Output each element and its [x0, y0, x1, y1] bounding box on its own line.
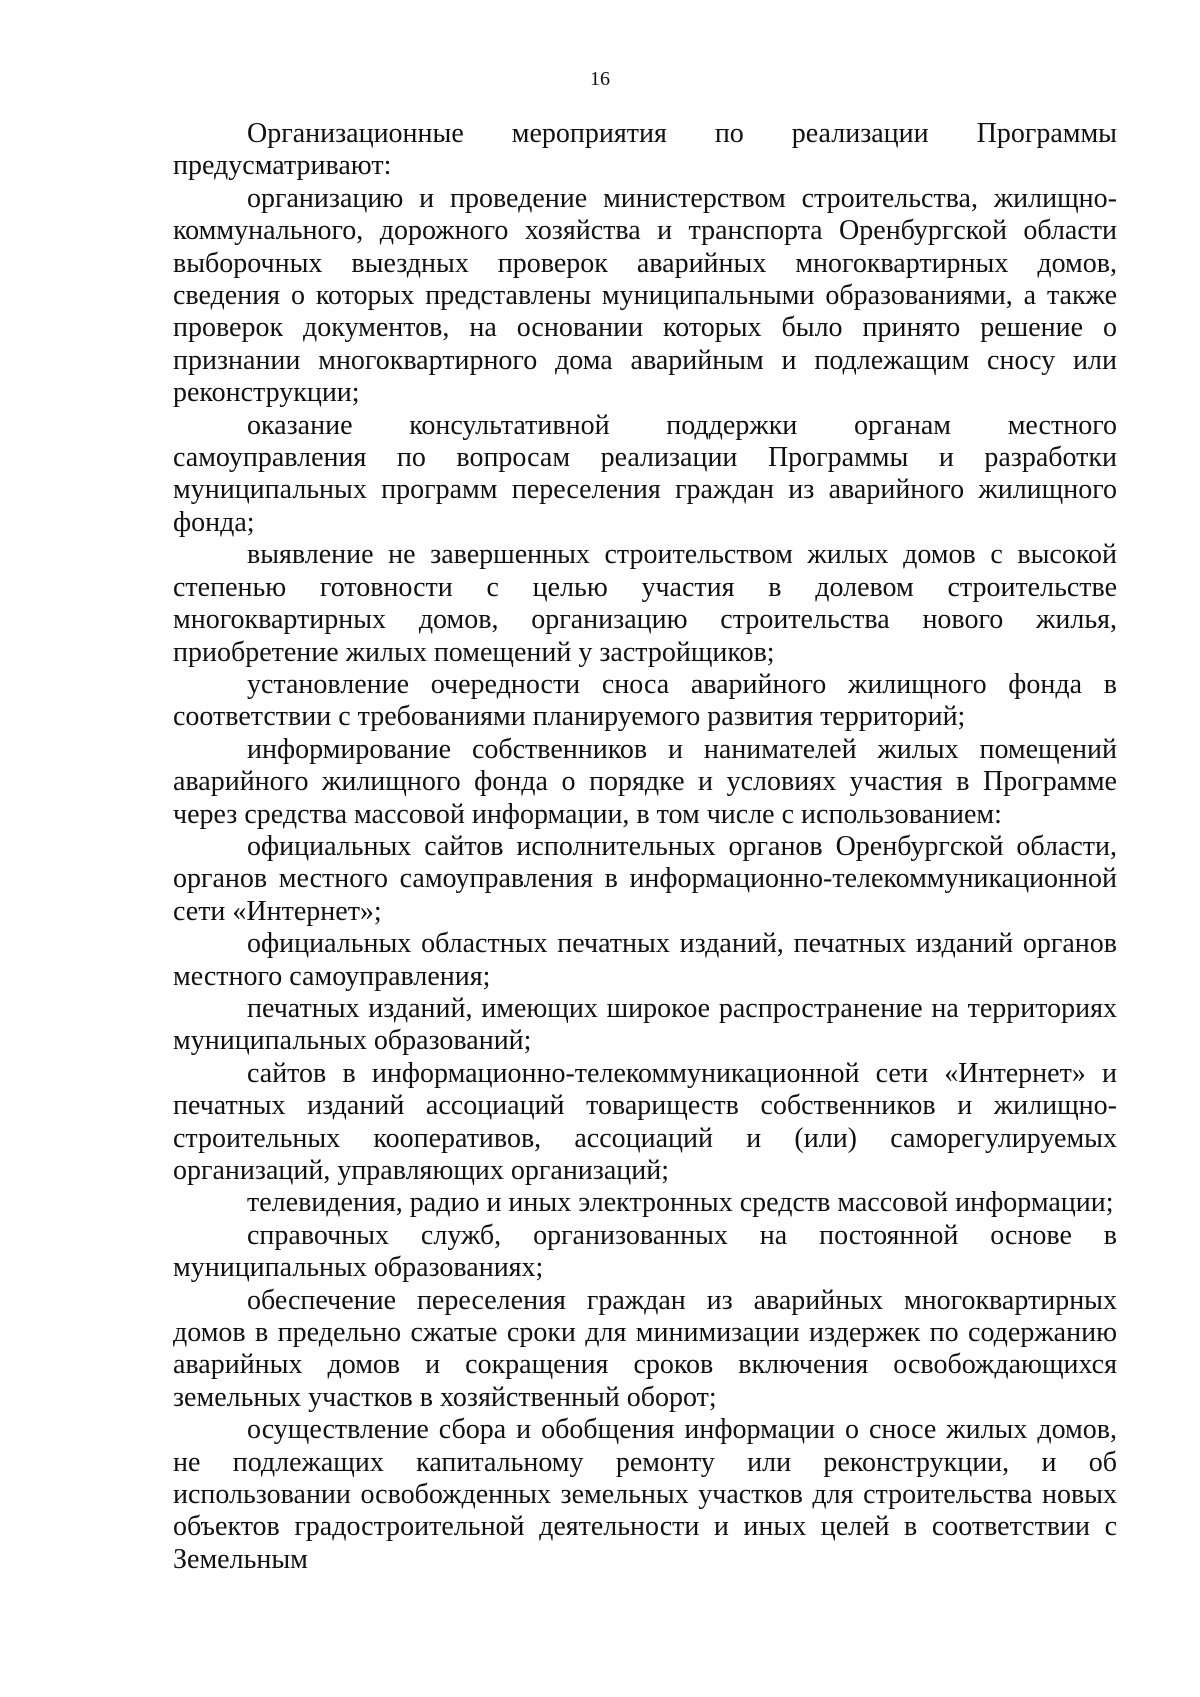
page-number: 16: [590, 68, 610, 90]
document-body: [173, 118, 1117, 1576]
paragraph: печатных изданий, имеющих широкое распространение на территориях муниципальных образований;: [173, 992, 1117, 1057]
paragraph: сайтов в информационно-телекоммуникационной сети «Интернет» и печатных изданий ассоциаций товариществ собственников и жилищно-строительных кооперативов, ассоциаций и (или) саморегулируемых организаций, управляющих организаций;: [173, 1057, 1117, 1186]
paragraph: информирование собственников и нанимателей жилых помещений аварийного жилищного фонда о порядке и условиях участия в Программе через средства массовой информации, в том числе с использованием:: [173, 733, 1117, 830]
paragraph: осуществление сбора и обобщения информации о сносе жилых домов, не подлежащих капитальному ремонту или реконструкции, и об использовании освобожденных земельных участков для строительства новых объектов градостроительной деятельности и иных целей в соответствии с Земельным: [173, 1414, 1117, 1575]
paragraph: выявление не завершенных строительством жилых домов с высокой степенью готовности с целью участия в долевом строительстве многоквартирных домов, организацию строительства нового жилья, приобретение жилых помещений у застройщиков;: [173, 539, 1117, 668]
paragraph: справочных служб, организованных на постоянной основе в муниципальных образованиях;: [173, 1219, 1117, 1284]
paragraph: установление очередности сноса аварийного жилищного фонда в соответствии с требованиями планируемого развития территорий;: [173, 668, 1117, 733]
paragraph: официальных областных печатных изданий, печатных изданий органов местного самоуправления;: [173, 928, 1117, 992]
paragraph: организацию и проведение министерством строительства, жилищно-коммунального, дорожного хозяйства и транспорта Оренбургской области выборочных выездных проверок аварийных многоквартирных домов, сведения о которых представлены муниципальными образованиями, а также проверок документов, на основании которых было принято решение о признании многоквартирного дома аварийным и подлежащим сносу или реконструкции;: [173, 182, 1117, 409]
paragraph: оказание консультативной поддержки органам местного самоуправления по вопросам реализации Программы и разработки муниципальных программ переселения граждан из аварийного жилищного фонда;: [173, 409, 1117, 538]
paragraph: телевидения, радио и иных электронных средств массовой информации;: [247, 1187, 1114, 1219]
paragraph: Организационные мероприятия по реализации Программы предусматривают:: [173, 118, 1117, 182]
paragraph: обеспечение переселения граждан из аварийных многоквартирных домов в предельно сжатые сроки для минимизации издержек по содержанию аварийных домов и сокращения сроков включения освобождающихся земельных участков в хозяйственный оборот;: [173, 1284, 1117, 1413]
paragraph: официальных сайтов исполнительных органов Оренбургской области, органов местного самоуправления в информационно-телекоммуникационной сети «Интернет»;: [173, 830, 1117, 927]
